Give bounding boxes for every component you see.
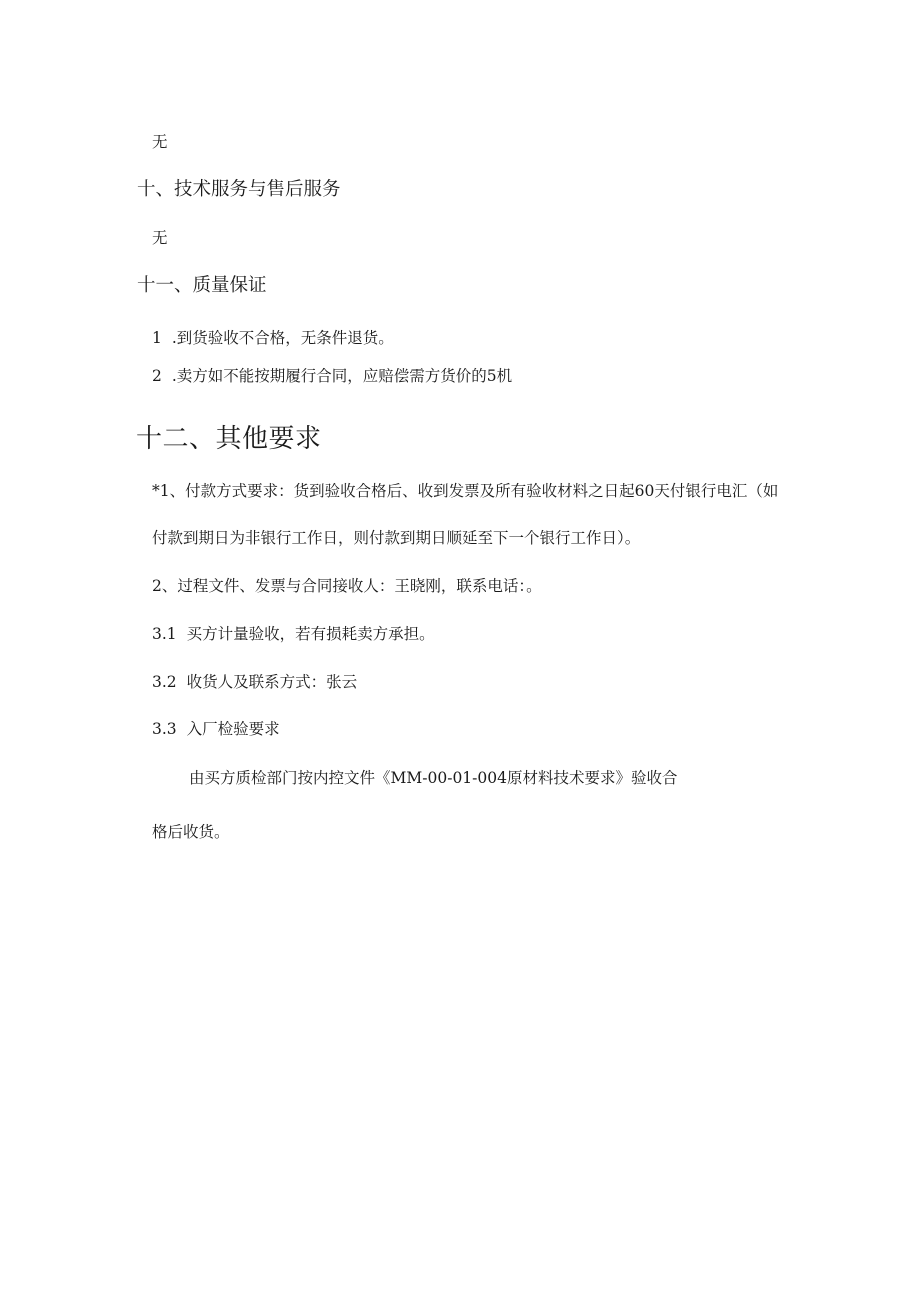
section-12-item-3-1	[152, 627, 435, 643]
item-text: .到货验收不合格，无条件退货。	[171, 329, 394, 347]
section-12-title: 十二、其他要求	[136, 424, 322, 454]
item-text: 买方计量验收，若有损耗卖方承担。	[186, 625, 435, 643]
section-12-item-3-2	[152, 675, 357, 691]
none-text-1: 无	[152, 133, 168, 151]
section-12-item-3-3	[152, 722, 280, 738]
section-12-item-3-3-paragraph-line-1: 由买方质检部门按内控文件《MM-00-01-004原材料技术要求》验收合	[189, 769, 678, 787]
item-number: 3.2	[152, 673, 177, 691]
section-11-item-1	[152, 331, 394, 347]
item-number: 3.3	[152, 720, 177, 738]
section-11-title: 十一、质量保证	[137, 275, 267, 296]
section-10-title: 十、技术服务与售后服务	[137, 179, 341, 200]
section-12-item-1-line-1: *1、付款方式要求：货到验收合格后、收到发票及所有验收材料之日起60天付银行电汇（如	[152, 482, 779, 500]
item-number: 1	[152, 329, 162, 347]
section-12-item-3-3-paragraph-line-2: 格后收货。	[152, 823, 230, 841]
item-text: 入厂检验要求	[186, 720, 280, 738]
section-11-item-2	[152, 369, 512, 385]
item-number: 2	[152, 367, 162, 385]
section-12-item-2: 2、过程文件、发票与合同接收人：王晓刚，联系电话：。	[152, 577, 542, 595]
none-text-2: 无	[152, 229, 168, 247]
item-text: 收货人及联系方式：张云	[186, 673, 358, 691]
item-number: 3.1	[152, 625, 177, 643]
section-12-item-1-line-2: 付款到期日为非银行工作日，则付款到期日顺延至下一个银行工作日）。	[152, 529, 641, 547]
item-text: .卖方如不能按期履行合同，应赔偿需方货价的5机	[171, 367, 513, 385]
